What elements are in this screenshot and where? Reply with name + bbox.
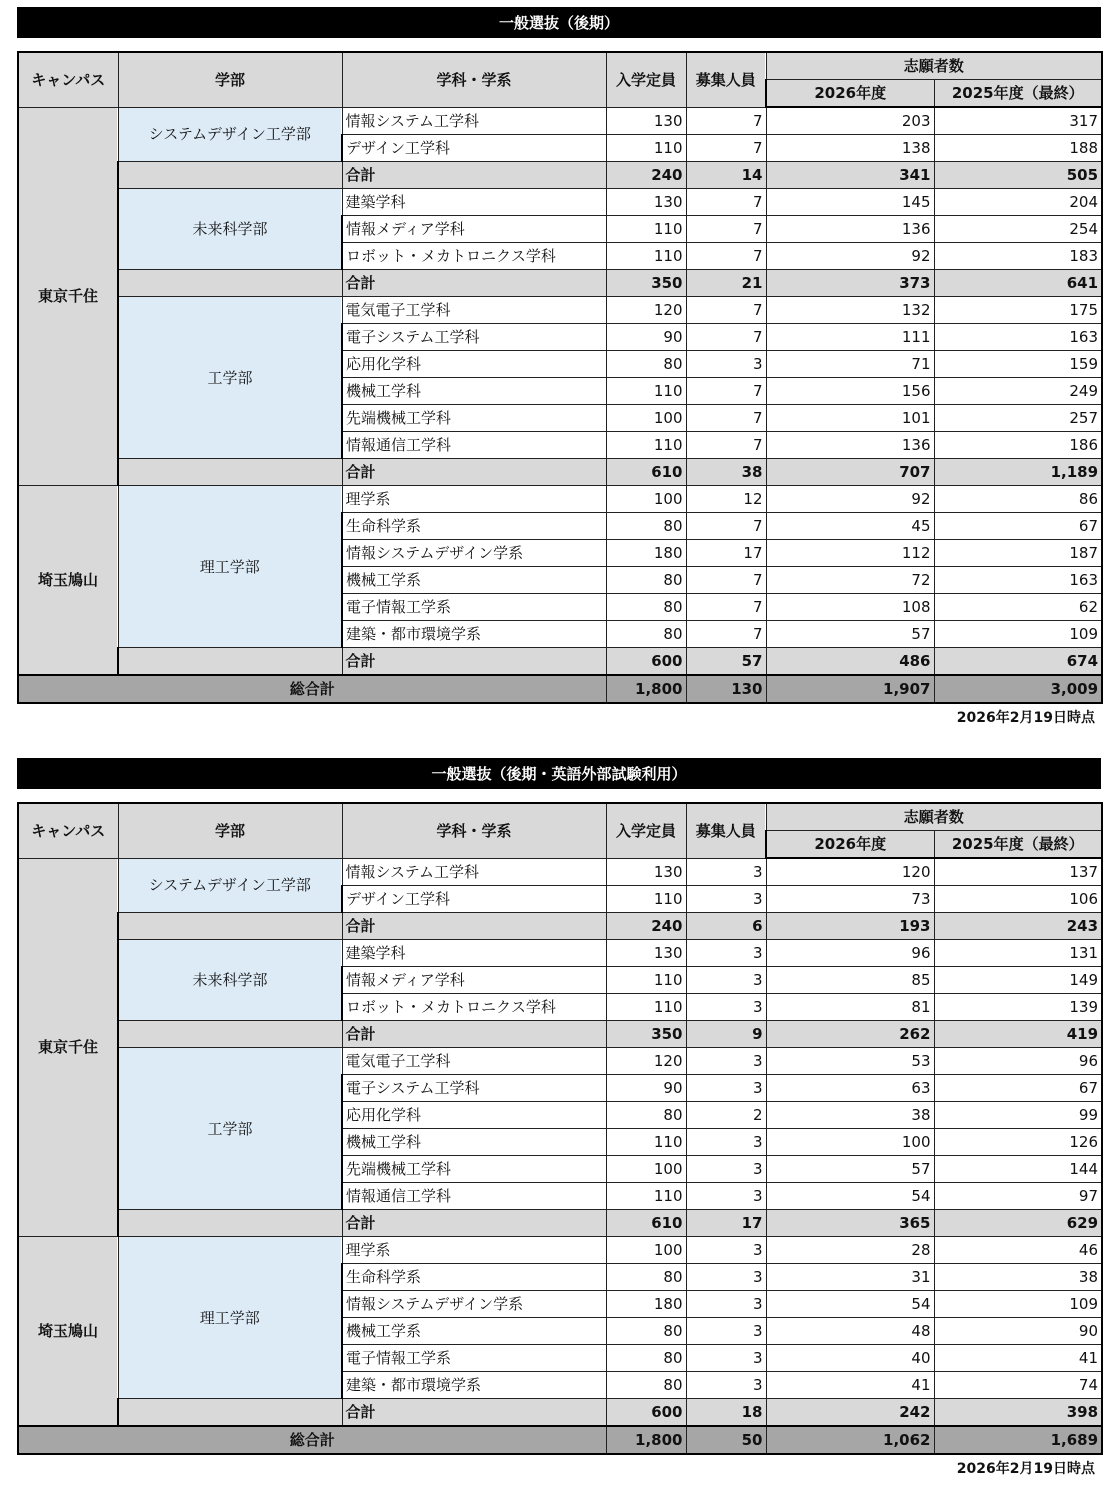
applicants-2025-cell: 99 [934, 1102, 1102, 1129]
applicants-2026-cell: 100 [766, 1129, 934, 1156]
dept-cell: 建築・都市環境学系 [342, 621, 606, 648]
applicants-2026-cell: 136 [766, 216, 934, 243]
capacity-cell: 130 [606, 189, 686, 216]
applicants-2025-cell: 204 [934, 189, 1102, 216]
capacity-cell: 120 [606, 297, 686, 324]
capacity-cell: 110 [606, 994, 686, 1021]
applicants-2026-cell: 57 [766, 621, 934, 648]
recruit-cell: 3 [686, 858, 766, 886]
applicants-2026-cell: 28 [766, 1237, 934, 1264]
capacity-cell: 130 [606, 107, 686, 135]
recruit-cell: 7 [686, 135, 766, 162]
table-row [18, 297, 1102, 324]
grand-total-row [18, 675, 1102, 703]
subtotal-spacer [118, 270, 342, 297]
applicants-2025-cell: 1,189 [934, 459, 1102, 486]
applicants-2025-cell: 163 [934, 324, 1102, 351]
capacity-cell: 80 [606, 567, 686, 594]
section-title: 一般選抜（後期・英語外部試験利用） [17, 758, 1101, 789]
applicants-2026-cell: 54 [766, 1291, 934, 1318]
dept-cell: 情報システムデザイン学系 [342, 540, 606, 567]
applicants-2026-cell: 72 [766, 567, 934, 594]
recruit-cell: 14 [686, 162, 766, 189]
subtotal-spacer [118, 162, 342, 189]
recruit-cell: 21 [686, 270, 766, 297]
recruit-cell: 38 [686, 459, 766, 486]
subtotal-label: 合計 [342, 1021, 606, 1048]
capacity-cell: 80 [606, 1264, 686, 1291]
dept-cell: 建築学科 [342, 189, 606, 216]
applicants-2025-cell: 126 [934, 1129, 1102, 1156]
applicants-2026-cell: 138 [766, 135, 934, 162]
applicants-2026-cell: 73 [766, 886, 934, 913]
applicants-2025-cell: 187 [934, 540, 1102, 567]
recruit-cell: 3 [686, 1345, 766, 1372]
capacity-cell: 610 [606, 1210, 686, 1237]
capacity-cell: 600 [606, 648, 686, 676]
applicants-2025-cell: 175 [934, 297, 1102, 324]
header-recruit: 募集人員 [686, 52, 766, 107]
table-row [18, 189, 1102, 216]
recruit-cell: 7 [686, 297, 766, 324]
subtotal-spacer [118, 1021, 342, 1048]
recruit-cell: 3 [686, 1048, 766, 1075]
header-2026: 2026年度 [766, 831, 934, 859]
recruit-cell: 7 [686, 405, 766, 432]
table-row [18, 486, 1102, 513]
capacity-cell: 600 [606, 1399, 686, 1427]
applicants-2026-cell: 57 [766, 1156, 934, 1183]
capacity-cell: 80 [606, 594, 686, 621]
applicants-2025-cell: 144 [934, 1156, 1102, 1183]
applicants-2025-cell: 243 [934, 913, 1102, 940]
campus-cell: 東京千住 [18, 107, 118, 486]
capacity-cell: 80 [606, 1345, 686, 1372]
capacity-cell: 110 [606, 432, 686, 459]
applicants-2025-cell: 254 [934, 216, 1102, 243]
capacity-cell: 80 [606, 1102, 686, 1129]
applicants-2026-cell: 132 [766, 297, 934, 324]
applicants-2026-cell: 40 [766, 1345, 934, 1372]
applicants-2025-cell: 641 [934, 270, 1102, 297]
applicants-2026-cell: 54 [766, 1183, 934, 1210]
subtotal-label: 合計 [342, 1210, 606, 1237]
applicants-2025-cell: 96 [934, 1048, 1102, 1075]
recruit-cell: 7 [686, 621, 766, 648]
capacity-cell: 130 [606, 858, 686, 886]
capacity-cell: 80 [606, 1318, 686, 1345]
header-2025: 2025年度（最終） [934, 831, 1102, 859]
table-row [18, 1237, 1102, 1264]
applicants-2026-cell: 111 [766, 324, 934, 351]
header-2025: 2025年度（最終） [934, 80, 1102, 108]
capacity-cell: 240 [606, 162, 686, 189]
applicants-2025-cell: 257 [934, 405, 1102, 432]
section-title: 一般選抜（後期） [17, 7, 1101, 38]
header-2026: 2026年度 [766, 80, 934, 108]
dept-cell: 生命科学系 [342, 1264, 606, 1291]
dept-cell: 理学系 [342, 486, 606, 513]
capacity-cell: 100 [606, 1156, 686, 1183]
applicants-2025-cell: 149 [934, 967, 1102, 994]
grand-total-label: 総合計 [18, 1426, 606, 1454]
capacity-cell: 100 [606, 486, 686, 513]
header-recruit: 募集人員 [686, 803, 766, 858]
applicants-2025-cell: 74 [934, 1372, 1102, 1399]
applicants-2025-cell: 109 [934, 1291, 1102, 1318]
applicants-2025-cell: 38 [934, 1264, 1102, 1291]
dept-cell: 電子情報工学系 [342, 1345, 606, 1372]
subtotal-label: 合計 [342, 270, 606, 297]
applicants-2025-cell: 183 [934, 243, 1102, 270]
applicants-2026-cell: 53 [766, 1048, 934, 1075]
capacity-cell: 240 [606, 913, 686, 940]
table-row [18, 858, 1102, 886]
recruit-cell: 3 [686, 886, 766, 913]
applicants-2026-cell: 193 [766, 913, 934, 940]
applicants-2026-cell: 45 [766, 513, 934, 540]
capacity-cell: 610 [606, 459, 686, 486]
dept-cell: 建築学科 [342, 940, 606, 967]
recruit-cell: 3 [686, 1318, 766, 1345]
recruit-cell: 3 [686, 1237, 766, 1264]
recruit-cell: 7 [686, 243, 766, 270]
capacity-cell: 90 [606, 324, 686, 351]
recruit-cell: 3 [686, 1291, 766, 1318]
subtotal-label: 合計 [342, 648, 606, 676]
applicants-2025-cell: 46 [934, 1237, 1102, 1264]
recruit-cell: 9 [686, 1021, 766, 1048]
subtotal-row [18, 1021, 1102, 1048]
applicants-2025-cell: 674 [934, 648, 1102, 676]
as-of-date: 2026年2月19日時点 [956, 1461, 1095, 1477]
capacity-cell: 110 [606, 1129, 686, 1156]
recruit-cell: 7 [686, 324, 766, 351]
recruit-cell: 3 [686, 940, 766, 967]
capacity-cell: 110 [606, 1183, 686, 1210]
dept-cell: 情報システム工学科 [342, 858, 606, 886]
capacity-cell: 110 [606, 135, 686, 162]
applicants-2025-cell: 62 [934, 594, 1102, 621]
capacity-cell: 100 [606, 1237, 686, 1264]
dept-cell: 応用化学科 [342, 351, 606, 378]
dept-cell: 機械工学科 [342, 378, 606, 405]
applicants-2026-cell: 71 [766, 351, 934, 378]
applicants-2026-cell: 92 [766, 486, 934, 513]
subtotal-row [18, 648, 1102, 676]
capacity-cell: 180 [606, 540, 686, 567]
header-applicants: 志願者数 [766, 52, 1102, 80]
dept-cell: 情報通信工学科 [342, 1183, 606, 1210]
recruit-cell: 3 [686, 1075, 766, 1102]
recruit-cell: 3 [686, 1156, 766, 1183]
capacity-cell: 80 [606, 621, 686, 648]
applicants-2026-cell: 112 [766, 540, 934, 567]
applicants-2025-cell: 137 [934, 858, 1102, 886]
capacity-cell: 80 [606, 1372, 686, 1399]
dept-cell: 生命科学系 [342, 513, 606, 540]
capacity-cell: 110 [606, 967, 686, 994]
dept-cell: ロボット・メカトロニクス学科 [342, 994, 606, 1021]
dept-cell: 機械工学科 [342, 1129, 606, 1156]
applicants-2025-cell: 398 [934, 1399, 1102, 1427]
dept-cell: 電子情報工学系 [342, 594, 606, 621]
applicants-2026-cell: 373 [766, 270, 934, 297]
applicants-2026-cell: 41 [766, 1372, 934, 1399]
capacity-cell: 1,800 [606, 1426, 686, 1454]
applicants-2026-cell: 156 [766, 378, 934, 405]
subtotal-spacer [118, 459, 342, 486]
applicants-2025-cell: 139 [934, 994, 1102, 1021]
subtotal-row [18, 1399, 1102, 1427]
applicants-2026-cell: 63 [766, 1075, 934, 1102]
capacity-cell: 110 [606, 886, 686, 913]
recruit-cell: 7 [686, 513, 766, 540]
applicants-2026-cell: 365 [766, 1210, 934, 1237]
table-section-2 [17, 758, 1101, 1488]
applicants-2026-cell: 38 [766, 1102, 934, 1129]
applicants-2025-cell: 90 [934, 1318, 1102, 1345]
recruit-cell: 3 [686, 1129, 766, 1156]
recruit-cell: 12 [686, 486, 766, 513]
subtotal-row [18, 270, 1102, 297]
header-applicants: 志願者数 [766, 803, 1102, 831]
capacity-cell: 110 [606, 216, 686, 243]
capacity-cell: 110 [606, 243, 686, 270]
recruit-cell: 130 [686, 675, 766, 703]
faculty-cell: システムデザイン工学部 [118, 858, 342, 913]
recruit-cell: 7 [686, 216, 766, 243]
applicants-2025-cell: 159 [934, 351, 1102, 378]
applicants-2026-cell: 242 [766, 1399, 934, 1427]
dept-cell: 先端機械工学科 [342, 1156, 606, 1183]
faculty-cell: 理工学部 [118, 1237, 342, 1399]
dept-cell: 機械工学系 [342, 567, 606, 594]
header-dept: 学科・学系 [342, 803, 606, 858]
subtotal-label: 合計 [342, 162, 606, 189]
table-row [18, 940, 1102, 967]
applicants-2025-cell: 186 [934, 432, 1102, 459]
applicants-2025-cell: 419 [934, 1021, 1102, 1048]
capacity-cell: 120 [606, 1048, 686, 1075]
dept-cell: 電子システム工学科 [342, 1075, 606, 1102]
recruit-cell: 7 [686, 378, 766, 405]
recruit-cell: 17 [686, 1210, 766, 1237]
faculty-cell: 理工学部 [118, 486, 342, 648]
grand-total-row [18, 1426, 1102, 1454]
recruit-cell: 3 [686, 994, 766, 1021]
applicants-2026-cell: 85 [766, 967, 934, 994]
recruit-cell: 3 [686, 1264, 766, 1291]
applicants-2026-cell: 31 [766, 1264, 934, 1291]
applicants-2025-cell: 505 [934, 162, 1102, 189]
header-faculty: 学部 [118, 52, 342, 107]
dept-cell: 情報メディア学科 [342, 967, 606, 994]
campus-cell: 埼玉鳩山 [18, 486, 118, 676]
capacity-cell: 80 [606, 513, 686, 540]
recruit-cell: 17 [686, 540, 766, 567]
subtotal-row [18, 913, 1102, 940]
recruit-cell: 3 [686, 967, 766, 994]
applicants-2026-cell: 48 [766, 1318, 934, 1345]
applicants-2026-cell: 486 [766, 648, 934, 676]
applicants-table [17, 802, 1103, 1455]
applicants-2026-cell: 203 [766, 107, 934, 135]
subtotal-spacer [118, 1210, 342, 1237]
applicants-2025-cell: 3,009 [934, 675, 1102, 703]
dept-cell: 情報システムデザイン学系 [342, 1291, 606, 1318]
applicants-2025-cell: 41 [934, 1345, 1102, 1372]
dept-cell: 情報通信工学科 [342, 432, 606, 459]
faculty-cell: 未来科学部 [118, 940, 342, 1021]
applicants-2026-cell: 262 [766, 1021, 934, 1048]
applicants-2026-cell: 96 [766, 940, 934, 967]
applicants-2026-cell: 136 [766, 432, 934, 459]
dept-cell: 情報メディア学科 [342, 216, 606, 243]
applicants-2026-cell: 81 [766, 994, 934, 1021]
applicants-2026-cell: 101 [766, 405, 934, 432]
faculty-cell: 未来科学部 [118, 189, 342, 270]
applicants-2025-cell: 1,689 [934, 1426, 1102, 1454]
applicants-2025-cell: 188 [934, 135, 1102, 162]
header-campus: キャンパス [18, 803, 118, 858]
faculty-cell: 工学部 [118, 1048, 342, 1210]
subtotal-label: 合計 [342, 1399, 606, 1427]
dept-cell: 電気電子工学科 [342, 297, 606, 324]
subtotal-spacer [118, 648, 342, 676]
header-dept: 学科・学系 [342, 52, 606, 107]
applicants-2026-cell: 145 [766, 189, 934, 216]
dept-cell: 建築・都市環境学系 [342, 1372, 606, 1399]
recruit-cell: 50 [686, 1426, 766, 1454]
applicants-2025-cell: 163 [934, 567, 1102, 594]
capacity-cell: 90 [606, 1075, 686, 1102]
applicants-2025-cell: 131 [934, 940, 1102, 967]
applicants-2026-cell: 1,907 [766, 675, 934, 703]
capacity-cell: 130 [606, 940, 686, 967]
capacity-cell: 80 [606, 351, 686, 378]
recruit-cell: 3 [686, 351, 766, 378]
recruit-cell: 7 [686, 107, 766, 135]
applicants-2026-cell: 108 [766, 594, 934, 621]
recruit-cell: 6 [686, 913, 766, 940]
subtotal-label: 合計 [342, 459, 606, 486]
dept-cell: デザイン工学科 [342, 135, 606, 162]
grand-total-label: 総合計 [18, 675, 606, 703]
recruit-cell: 7 [686, 432, 766, 459]
table-section-1 [17, 7, 1101, 737]
applicants-2025-cell: 629 [934, 1210, 1102, 1237]
subtotal-spacer [118, 913, 342, 940]
capacity-cell: 110 [606, 378, 686, 405]
recruit-cell: 3 [686, 1183, 766, 1210]
applicants-table [17, 51, 1103, 704]
subtotal-row [18, 459, 1102, 486]
applicants-2026-cell: 341 [766, 162, 934, 189]
as-of-date: 2026年2月19日時点 [956, 710, 1095, 726]
header-capacity: 入学定員 [606, 52, 686, 107]
subtotal-row [18, 1210, 1102, 1237]
faculty-cell: システムデザイン工学部 [118, 107, 342, 162]
applicants-2025-cell: 97 [934, 1183, 1102, 1210]
dept-cell: 電気電子工学科 [342, 1048, 606, 1075]
subtotal-label: 合計 [342, 913, 606, 940]
dept-cell: 理学系 [342, 1237, 606, 1264]
capacity-cell: 100 [606, 405, 686, 432]
header-campus: キャンパス [18, 52, 118, 107]
recruit-cell: 7 [686, 567, 766, 594]
capacity-cell: 180 [606, 1291, 686, 1318]
applicants-2026-cell: 1,062 [766, 1426, 934, 1454]
subtotal-spacer [118, 1399, 342, 1427]
capacity-cell: 350 [606, 1021, 686, 1048]
dept-cell: 情報システム工学科 [342, 107, 606, 135]
dept-cell: 先端機械工学科 [342, 405, 606, 432]
faculty-cell: 工学部 [118, 297, 342, 459]
applicants-2025-cell: 67 [934, 513, 1102, 540]
header-faculty: 学部 [118, 803, 342, 858]
dept-cell: ロボット・メカトロニクス学科 [342, 243, 606, 270]
applicants-2025-cell: 317 [934, 107, 1102, 135]
subtotal-row [18, 162, 1102, 189]
recruit-cell: 57 [686, 648, 766, 676]
applicants-2025-cell: 67 [934, 1075, 1102, 1102]
capacity-cell: 350 [606, 270, 686, 297]
campus-cell: 埼玉鳩山 [18, 1237, 118, 1427]
recruit-cell: 2 [686, 1102, 766, 1129]
dept-cell: 電子システム工学科 [342, 324, 606, 351]
header-capacity: 入学定員 [606, 803, 686, 858]
table-row [18, 107, 1102, 135]
applicants-2025-cell: 109 [934, 621, 1102, 648]
capacity-cell: 1,800 [606, 675, 686, 703]
dept-cell: デザイン工学科 [342, 886, 606, 913]
applicants-2025-cell: 86 [934, 486, 1102, 513]
recruit-cell: 3 [686, 1372, 766, 1399]
recruit-cell: 18 [686, 1399, 766, 1427]
table-row [18, 1048, 1102, 1075]
applicants-2026-cell: 707 [766, 459, 934, 486]
recruit-cell: 7 [686, 594, 766, 621]
applicants-2025-cell: 106 [934, 886, 1102, 913]
dept-cell: 機械工学系 [342, 1318, 606, 1345]
campus-cell: 東京千住 [18, 858, 118, 1237]
applicants-2025-cell: 249 [934, 378, 1102, 405]
dept-cell: 応用化学科 [342, 1102, 606, 1129]
applicants-2026-cell: 120 [766, 858, 934, 886]
applicants-2026-cell: 92 [766, 243, 934, 270]
recruit-cell: 7 [686, 189, 766, 216]
